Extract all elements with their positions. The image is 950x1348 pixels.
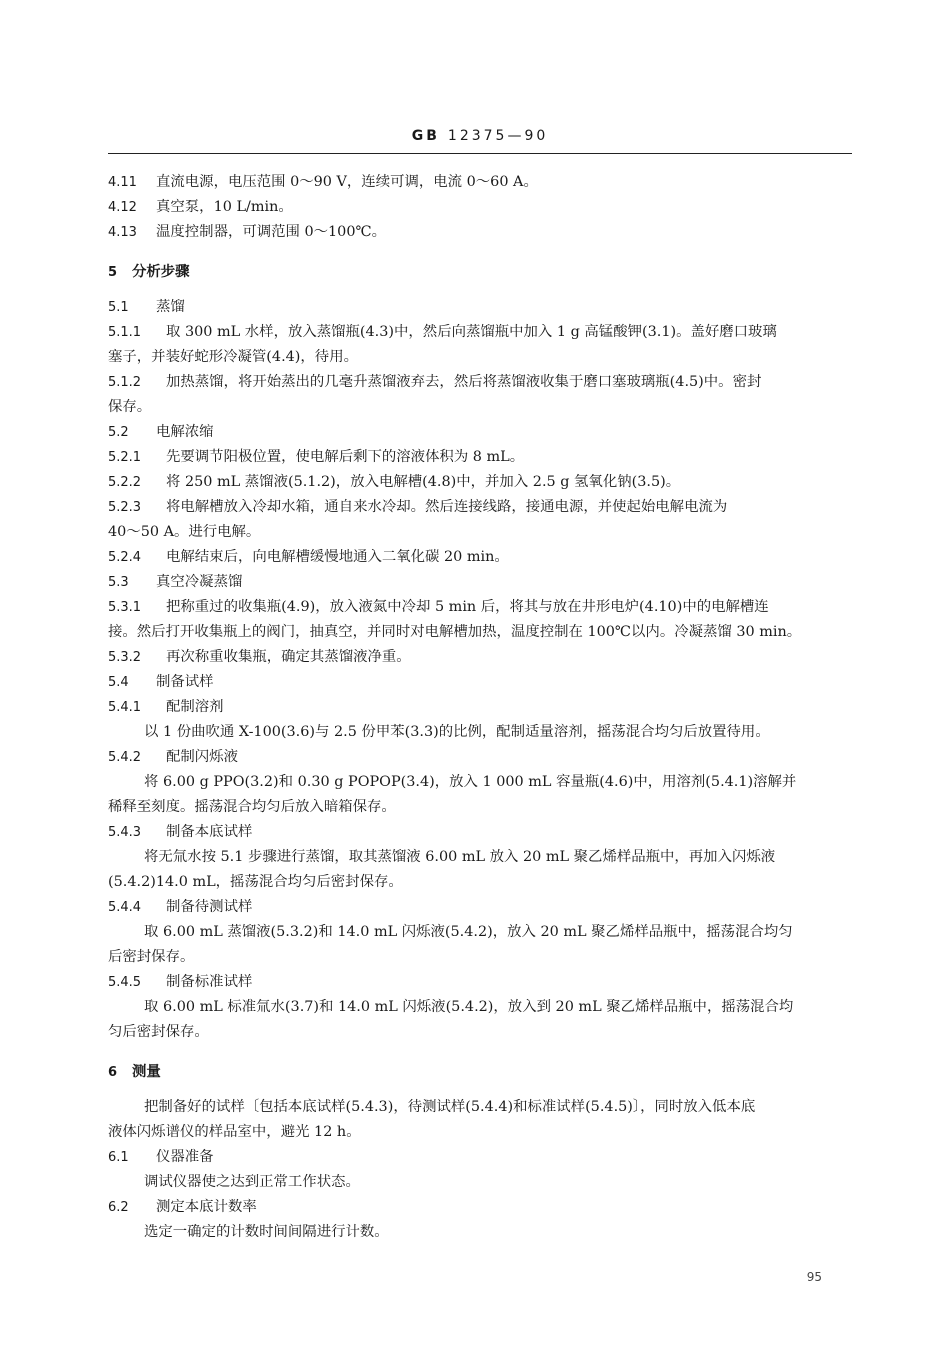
section-title: 电解浓缩 (156, 424, 214, 440)
para-5-4-4-line1: 取 6.00 mL 蒸馏液(5.3.2)和 14.0 mL 闪烁液(5.4.2)，放入 20 mL 聚乙烯样品瓶中，摇荡混合均匀 (144, 924, 793, 940)
para-5-1-2-line1 (108, 370, 852, 395)
para-5-1-1-line1 (108, 320, 852, 345)
subsection-5-4 (108, 670, 852, 695)
item-number: 5.4.2 (108, 750, 142, 765)
para-5-2-3-line1 (108, 495, 852, 520)
item-number: 5.4.5 (108, 975, 142, 990)
item-number: 5.2.4 (108, 550, 142, 565)
para-text: 取 300 mL 水样，放入蒸馏瓶(4.3)中，然后向蒸馏瓶中加入 1 g 高锰酸钾(3.1)。盖好磨口玻璃 (166, 324, 777, 340)
section-title: 配制溶剂 (166, 699, 224, 715)
section-number: 6.1 (108, 1150, 129, 1165)
standard-prefix: GB (411, 128, 440, 144)
section-number: 6 (108, 1065, 118, 1080)
section-title: 测定本底计数率 (156, 1199, 257, 1215)
section-5-heading (108, 259, 852, 285)
section-title: 制备本底试样 (166, 824, 253, 840)
item-number: 5.4.4 (108, 900, 142, 915)
para-text: 电解结束后，向电解槽缓慢地通入二氧化碳 20 min。 (166, 549, 509, 565)
item-number: 5.1.2 (108, 375, 142, 390)
item-text: 温度控制器，可调范围 0～100℃。 (156, 224, 386, 240)
section-title: 分析步骤 (132, 263, 190, 280)
section-number: 5 (108, 265, 118, 280)
item-number: 4.13 (108, 225, 137, 240)
para-5-1-2-line2: 保存。 (108, 399, 152, 415)
para-5-3-1-line2: 接。然后打开收集瓶上的阀门，抽真空，并同时对电解槽加热，温度控制在 100℃以内。冷凝蒸馏 30 min。 (108, 624, 802, 640)
section-title: 蒸馏 (156, 299, 185, 315)
header-rule (108, 153, 852, 154)
para-5-2-1 (108, 445, 852, 470)
para-6-1: 调试仪器使之达到正常工作状态。 (144, 1174, 360, 1190)
item-4-13 (108, 220, 852, 245)
document-body (108, 170, 852, 1245)
section-number: 5.3 (108, 575, 129, 590)
item-number: 5.1.1 (108, 325, 142, 340)
subsection-5-1 (108, 295, 852, 320)
section-number: 6.2 (108, 1200, 129, 1215)
para-5-4-3-line2: (5.4.2)14.0 mL，摇荡混合均匀后密封保存。 (108, 874, 403, 890)
para-6-2: 选定一确定的计数时间间隔进行计数。 (144, 1224, 389, 1240)
item-number: 5.4.3 (108, 825, 142, 840)
item-4-12 (108, 195, 852, 220)
item-number: 4.11 (108, 175, 137, 190)
section-title: 真空冷凝蒸馏 (156, 574, 243, 590)
item-text: 直流电源，电压范围 0～90 V，连续可调，电流 0～60 A。 (156, 174, 538, 190)
para-5-3-1-line1 (108, 595, 852, 620)
section-number: 5.1 (108, 300, 129, 315)
section-title: 测量 (132, 1063, 161, 1080)
page-number: 95 (806, 1270, 822, 1284)
para-text: 把称重过的收集瓶(4.9)，放入液氮中冷却 5 min 后，将其与放在井形电炉(4.10)中的电解槽连 (166, 599, 769, 615)
item-number: 5.3.2 (108, 650, 142, 665)
section-title: 制备待测试样 (166, 899, 253, 915)
para-5-2-2 (108, 470, 852, 495)
para-text: 加热蒸馏，将开始蒸出的几毫升蒸馏液弃去，然后将蒸馏液收集于磨口塞玻璃瓶(4.5)中。密封 (166, 374, 762, 390)
para-text: 再次称重收集瓶，确定其蒸馏液净重。 (166, 649, 411, 665)
subsection-5-4-5 (108, 970, 852, 995)
subsection-5-4-1 (108, 695, 852, 720)
item-4-11 (108, 170, 852, 195)
para-text: 将 250 mL 蒸馏液(5.1.2)，放入电解槽(4.8)中，并加入 2.5 g 氢氧化钠(3.5)。 (166, 474, 681, 490)
standard-code: 12375—90 (447, 128, 549, 144)
section-title: 制备试样 (156, 674, 214, 690)
subsection-5-3 (108, 570, 852, 595)
para-5-4-2-line1: 将 6.00 g PPO(3.2)和 0.30 g POPOP(3.4)，放入 1 000 mL 容量瓶(4.6)中，用溶剂(5.4.1)溶解并 (144, 774, 797, 790)
para-5-1-1-line2: 塞子，并装好蛇形冷凝管(4.4)，待用。 (108, 349, 358, 365)
section-title: 制备标准试样 (166, 974, 253, 990)
section-number: 5.2 (108, 425, 129, 440)
section-6-heading (108, 1059, 852, 1085)
para-5-4-4-line2: 后密封保存。 (108, 949, 195, 965)
item-number: 4.12 (108, 200, 137, 215)
para-text: 先要调节阳极位置，使电解后剩下的溶液体积为 8 mL。 (166, 449, 525, 465)
para-5-3-2 (108, 645, 852, 670)
item-number: 5.4.1 (108, 700, 142, 715)
para-5-2-3-line2: 40～50 A。进行电解。 (108, 524, 261, 540)
para-5-4-5-line2: 匀后密封保存。 (108, 1024, 209, 1040)
subsection-5-4-2 (108, 745, 852, 770)
para-5-4-3-line1: 将无氚水按 5.1 步骤进行蒸馏，取其蒸馏液 6.00 mL 放入 20 mL 聚乙烯样品瓶中，再加入闪烁液 (144, 849, 776, 865)
item-number: 5.2.3 (108, 500, 142, 515)
subsection-5-4-4 (108, 895, 852, 920)
para-text: 将电解槽放入冷却水箱，通自来水冷却。然后连接线路，接通电源，并使起始电解电流为 (166, 499, 728, 515)
item-text: 真空泵，10 L/min。 (156, 199, 293, 215)
para-6-line2: 液体闪烁谱仪的样品室中，避光 12 h。 (108, 1124, 361, 1140)
para-5-4-1: 以 1 份曲吹通 X-100(3.6)与 2.5 份甲苯(3.3)的比例，配制适量溶剂，摇荡混合均匀后放置待用。 (144, 724, 770, 740)
item-number: 5.2.2 (108, 475, 142, 490)
subsection-5-2 (108, 420, 852, 445)
item-number: 5.3.1 (108, 600, 142, 615)
para-6-line1: 把制备好的试样〔包括本底试样(5.4.3)，待测试样(5.4.4)和标准试样(5.4.5)〕，同时放入低本底 (144, 1099, 756, 1115)
subsection-6-1 (108, 1145, 852, 1170)
item-number: 5.2.1 (108, 450, 142, 465)
para-5-4-2-line2: 稀释至刻度。摇荡混合均匀后放入暗箱保存。 (108, 799, 396, 815)
section-title: 仪器准备 (156, 1149, 214, 1165)
subsection-6-2 (108, 1195, 852, 1220)
para-5-4-5-line1: 取 6.00 mL 标准氚水(3.7)和 14.0 mL 闪烁液(5.4.2)，放入到 20 mL 聚乙烯样品瓶中，摇荡混合均 (144, 999, 794, 1015)
section-number: 5.4 (108, 675, 129, 690)
subsection-5-4-3 (108, 820, 852, 845)
section-title: 配制闪烁液 (166, 749, 238, 765)
page-header (108, 128, 852, 144)
para-5-2-4 (108, 545, 852, 570)
